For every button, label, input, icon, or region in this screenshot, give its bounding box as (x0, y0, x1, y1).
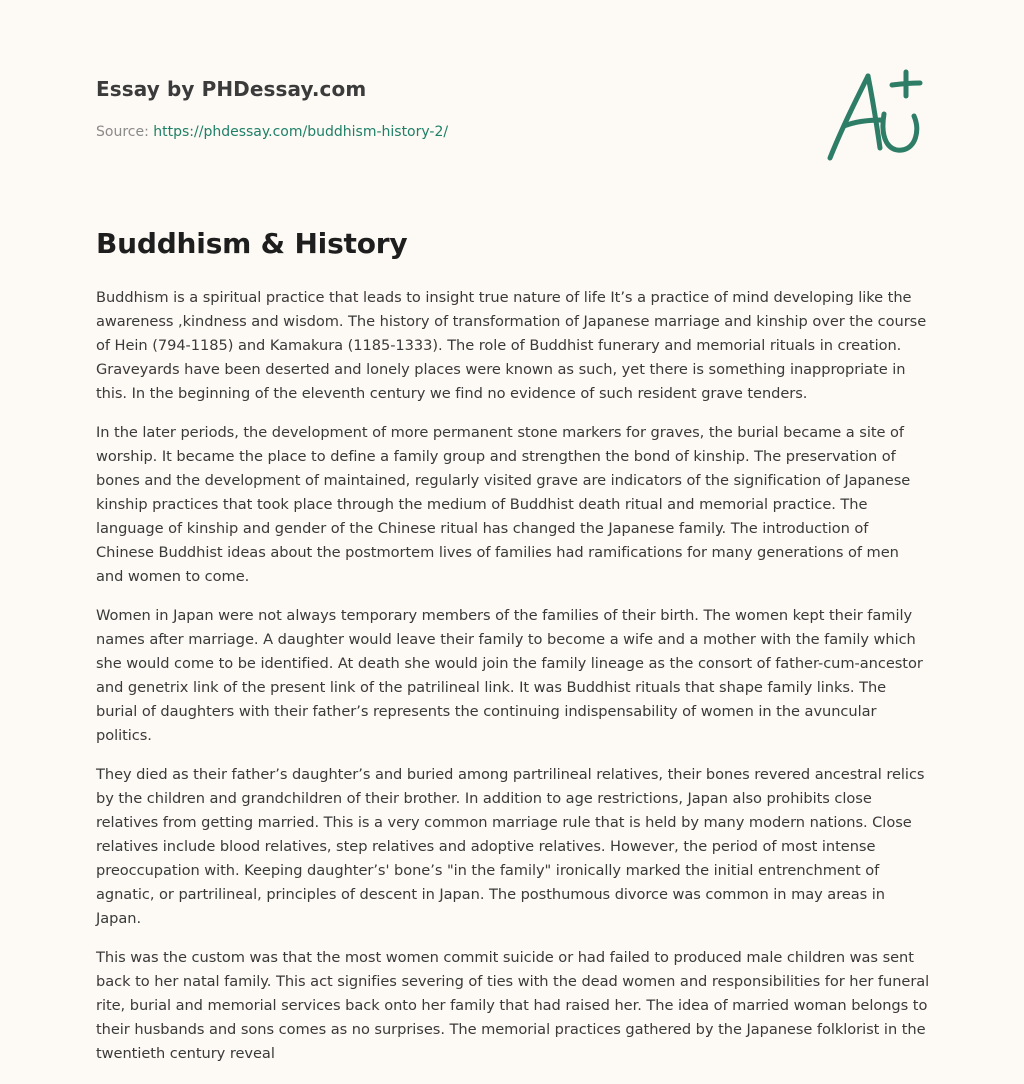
essay-title: Buddhism & History (96, 227, 408, 260)
essay-paragraph: In the later periods, the development of more permanent stone markers for graves, the burial became a site of worship. It became the place to define a family group and strengthen the bond of kinship. The preservation of bones and the development of maintained, regularly visited grave are indicators of the signification of Japanese kinship practices that took place through the medium of Buddhist death ritual and memorial practice. The language of kinship and gender of the Chinese ritual has changed the Japanese family. The introduction of Chinese Buddhist ideas about the postmortem lives of families had ramifications for many generations of men and women to come. (96, 424, 911, 585)
essay-paragraph: Buddhism is a spiritual practice that leads to insight true nature of life It’s a practice of mind developing like the awareness ,kindness and wisdom. The history of transformation of Japanese marriage and kinship over the course of Hein (794-1185) and Kamakura (1185-1333). The role of Buddhist funerary and memorial rituals in creation. Graveyards have been deserted and lonely places were known as such, yet there is something inappropriate in this. In the beginning of the eleventh century we find no evidence of such resident grave tenders. (96, 289, 927, 402)
source-line (96, 122, 936, 142)
essay-body (96, 286, 930, 1081)
source-link[interactable]: https://phdessay.com/buddhism-history-2/ (153, 124, 449, 140)
essay-paragraph: This was the custom was that the most women commit suicide or had failed to produced male children was sent back to her natal family. This act signifies severing of ties with the dead women and responsibilities for her funeral rite, burial and memorial services back onto her family that had raised her. The idea of married woman belongs to their husbands and sons comes as no surprises. The memorial practices gathered by the Japanese folklorist in the twentieth century reveal (96, 949, 930, 1062)
page-header (96, 72, 936, 142)
essay-paragraph: Women in Japan were not always temporary members of the families of their birth. The women kept their family names after marriage. A daughter would leave their family to become a wife and a mother with the family which she would come to be identified. At death she would join the family lineage as the consort of father-cum-ancestor and genetrix link of the present link of the patrilineal link. It was Buddhist rituals that shape family links. The burial of daughters with their father’s represents the continuing indispensability of women in the avuncular politics. (96, 607, 923, 744)
source-label: Source: (96, 124, 149, 140)
essay-paragraph: They died as their father’s daughter’s and buried among partrilineal relatives, their bones revered ancestral relics by the children and grandchildren of their brother. In addition to age restrictions, Japan also prohibits close relatives from getting married. This is a very common marriage rule that is held by many modern nations. Close relatives include blood relatives, step relatives and adoptive relatives. However, the period of most intense preoccupation with. Keeping daughter’s' bone’s "in the family" ironically marked the initial entrenchment of agnatic, or partrilineal, principles of descent in Japan. The posthumous divorce was common in may areas in Japan. (96, 766, 925, 927)
a-plus-logo-icon (822, 66, 928, 166)
site-brand: Essay by PHDessay.com (96, 77, 367, 101)
